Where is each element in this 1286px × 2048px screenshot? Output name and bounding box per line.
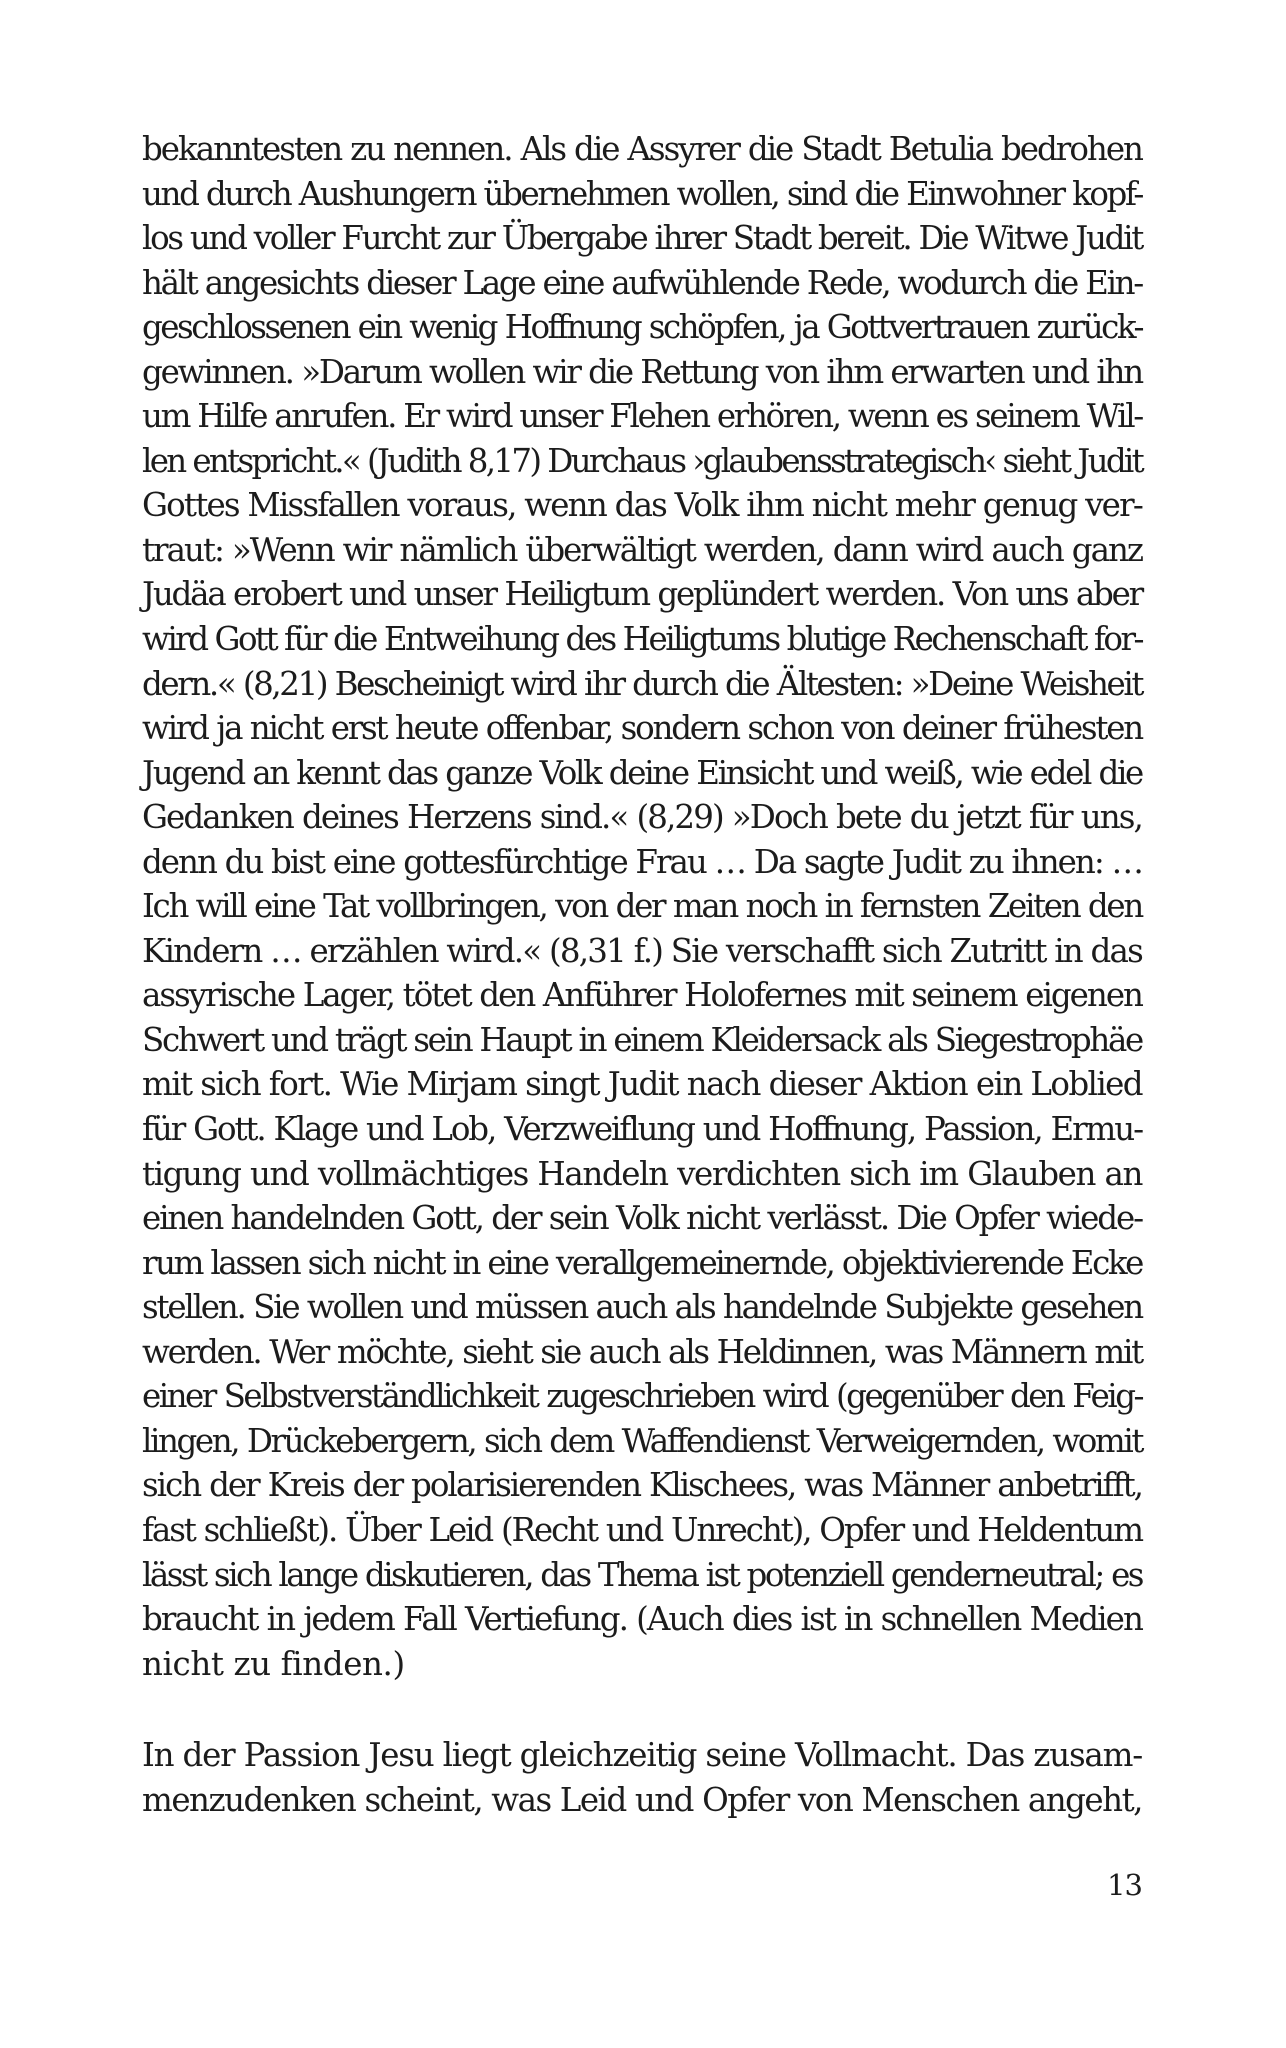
text-line: wird Gott für die Entweihung des Heiligtums blutige Rechenschaft for- [142,620,1142,659]
text-line: wird ja nicht erst heute offenbar, sondern schon von deiner frühesten [142,709,1142,748]
text-line: denn du bist eine gottesfürchtige Frau … Da sagte Judit zu ihnen: … [142,842,1142,881]
text-line: stellen. Sie wollen und müssen auch als handelnde Subjekte gesehen [142,1288,1142,1327]
text-line: mit sich fort. Wie Mirjam singt Judit nach dieser Aktion ein Loblied [142,1065,1142,1104]
text-line: Jugend an kennt das ganze Volk deine Einsicht und weiß, wie edel die [142,753,1142,792]
body-paragraph [142,1733,1142,1822]
text-line: Gottes Missfallen voraus, wenn das Volk ihm nicht mehr genug ver- [142,486,1142,525]
text-line: traut: »Wenn wir nämlich überwältigt werden, dann wird auch ganz [142,530,1142,569]
text-line: und durch Aushungern übernehmen wollen, sind die Einwohner kopf- [142,174,1142,213]
text-line: los und voller Furcht zur Übergabe ihrer Stadt bereit. Die Witwe Judit [142,219,1142,258]
text-line: lingen, Drückebergern, sich dem Waffendienst Verweigernden, womit [142,1421,1142,1460]
body-paragraph [142,127,1142,1686]
text-line: Ich will eine Tat vollbringen, von der man noch in fernsten Zeiten den [142,887,1142,926]
text-line: einer Selbstverständlichkeit zugeschrieben wird (gegenüber den Feig- [142,1377,1142,1416]
text-line: sich der Kreis der polarisierenden Klischees, was Männer anbetrifft, [142,1466,1142,1505]
text-line: In der Passion Jesu liegt gleichzeitig seine Vollmacht. Das zusam- [142,1736,1142,1774]
text-line: Kindern … erzählen wird.« (8,31 f.) Sie verschafft sich Zutritt in das [142,931,1142,970]
text-line: fast schließt). Über Leid (Recht und Unrecht), Opfer und Heldentum [142,1510,1142,1549]
text-line: einen handelnden Gott, der sein Volk nicht verlässt. Die Opfer wiede- [142,1199,1142,1238]
text-line: len entspricht.« (Judith 8,17) Durchaus ›glaubensstrategisch‹ sieht Judit [142,441,1142,480]
text-line: hält angesichts dieser Lage eine aufwühlende Rede, wodurch die Ein- [142,263,1142,302]
text-line: für Gott. Klage und Lob, Verzweiflung und Hoffnung, Passion, Ermu- [142,1110,1142,1149]
page-number: 13 [1107,1868,1142,1902]
text-line: gewinnen. »Darum wollen wir die Rettung von ihm erwarten und ihn [142,352,1142,391]
text-line: tigung und vollmächtiges Handeln verdichten sich im Glauben an [142,1154,1142,1193]
text-line: lässt sich lange diskutieren, das Thema ist potenziell genderneutral; es [142,1555,1142,1594]
text-line: rum lassen sich nicht in eine verallgemeinernde, objektivierende Ecke [142,1243,1142,1282]
text-line: assyrische Lager, tötet den Anführer Holofernes mit seinem eigenen [142,976,1142,1015]
text-line: braucht in jedem Fall Vertiefung. (Auch dies ist in schnellen Medien [142,1600,1142,1639]
text-line: Judäa erobert und unser Heiligtum geplündert werden. Von uns aber [142,575,1142,614]
text-line: Gedanken deines Herzens sind.« (8,29) »Doch bete du jetzt für uns, [142,798,1142,837]
text-line: werden. Wer möchte, sieht sie auch als Heldinnen, was Männern mit [142,1332,1142,1371]
text-line: geschlossenen ein wenig Hoffnung schöpfen, ja Gottvertrauen zurück- [142,308,1142,347]
text-line: bekanntesten zu nennen. Als die Assyrer die Stadt Betulia bedrohen [142,130,1142,168]
text-line: Schwert und trägt sein Haupt in einem Kleidersack als Siegestrophäe [142,1020,1142,1059]
text-line: nicht zu finden.) [142,1644,405,1683]
text-line: menzudenken scheint, was Leid und Opfer von Menschen angeht, [142,1780,1142,1819]
text-line: dern.« (8,21) Bescheinigt wird ihr durch die Ältesten: »Deine Weisheit [142,664,1142,703]
text-line: um Hilfe anrufen. Er wird unser Flehen erhören, wenn es seinem Wil- [142,397,1142,436]
